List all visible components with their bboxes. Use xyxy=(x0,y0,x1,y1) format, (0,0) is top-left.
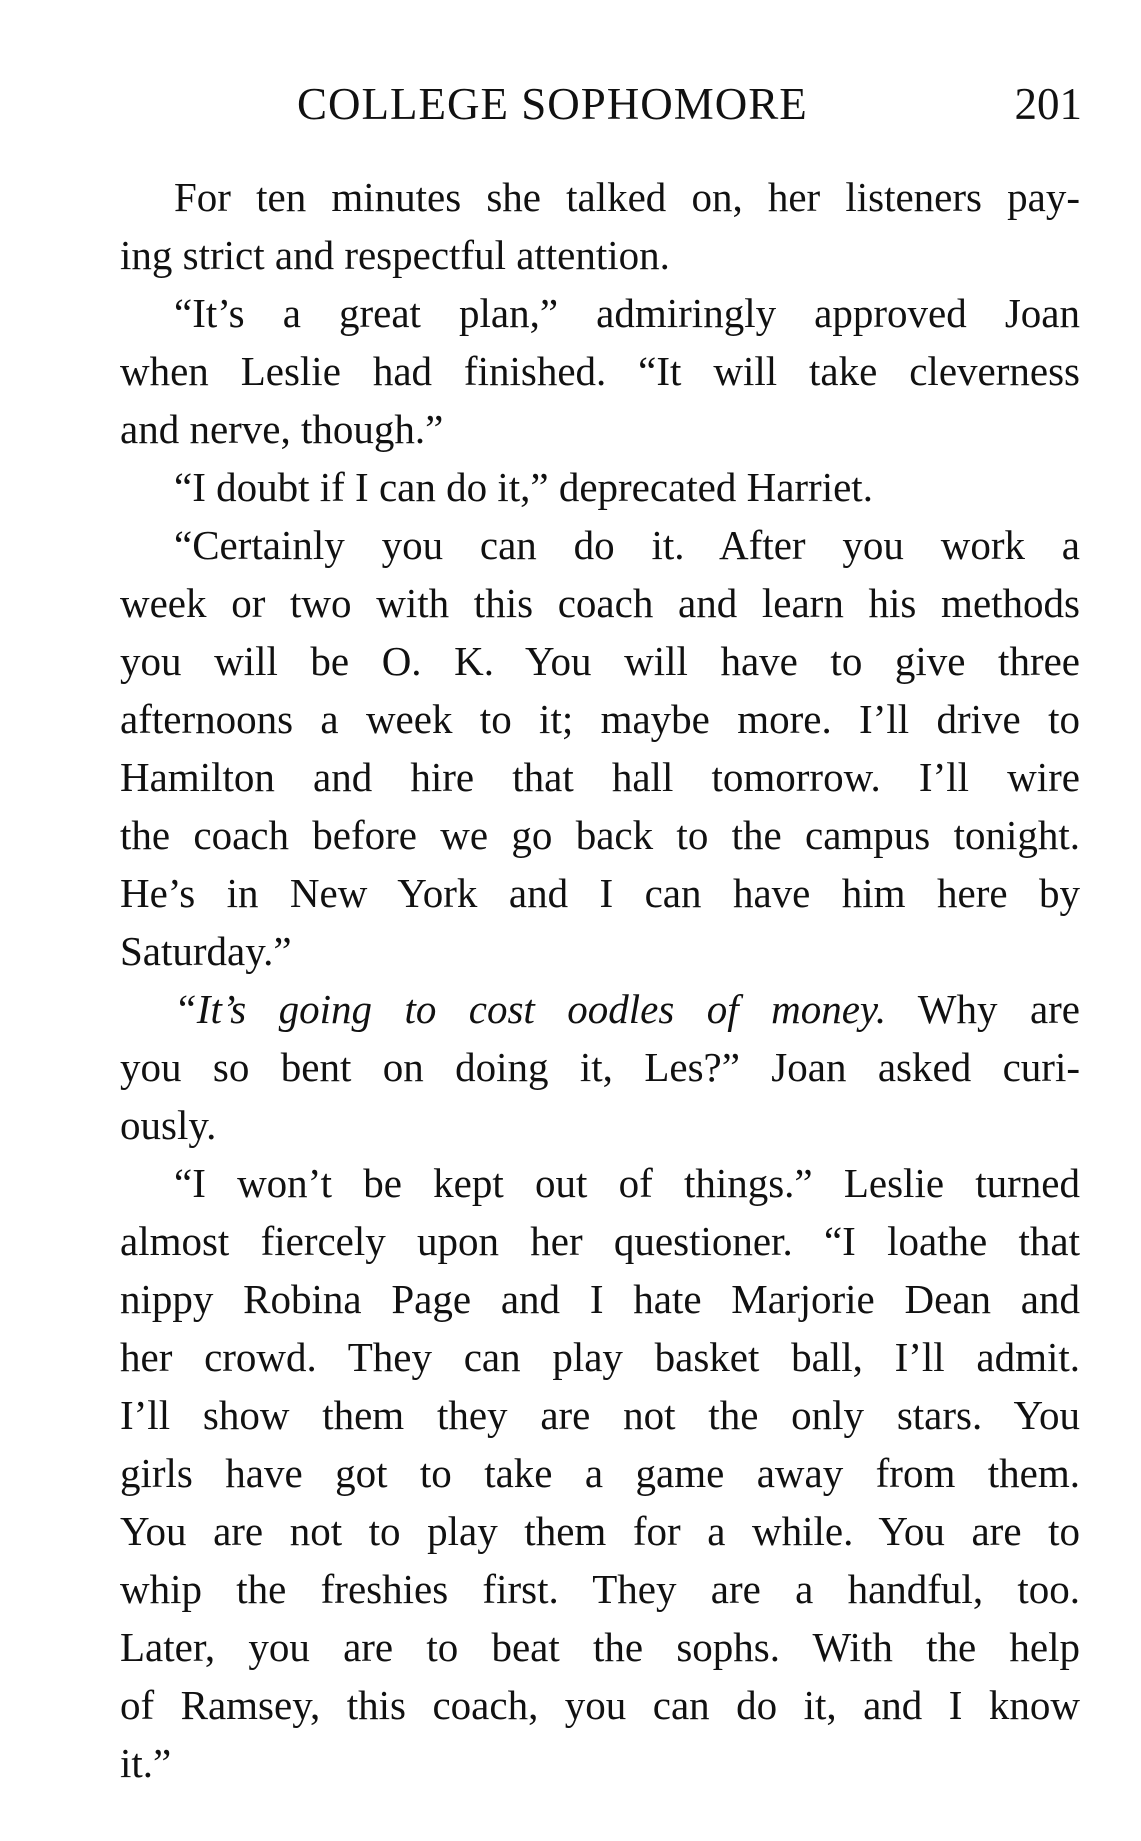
text-line: Hamilton and hire that hall tomorrow. I’ll wire xyxy=(120,754,1080,800)
text-line: ously. xyxy=(120,1102,217,1148)
text-line: and nerve, though.” xyxy=(120,406,444,452)
text-line: you will be O. K. You will have to give three xyxy=(120,638,1080,684)
text-line: afternoons a week to it; maybe more. I’ll drive to xyxy=(120,696,1080,742)
text-line xyxy=(68,980,1080,1038)
paragraph-3 xyxy=(68,458,1080,516)
text-line: you so bent on doing it, Les?” Joan asked curi- xyxy=(120,1044,1080,1090)
text-line: “I won’t be kept out of things.” Leslie turned xyxy=(174,1160,1080,1206)
text-line: nippy Robina Page and I hate Marjorie Dean and xyxy=(120,1276,1080,1322)
running-title: COLLEGE SOPHOMORE xyxy=(297,79,808,129)
text-line: girls have got to take a game away from them. xyxy=(120,1450,1080,1496)
page-number: 201 xyxy=(1014,79,1082,129)
paragraph-2 xyxy=(68,284,1080,458)
text-line: week or two with this coach and learn his methods xyxy=(120,580,1080,626)
text-line: of Ramsey, this coach, you can do it, and I know xyxy=(120,1682,1080,1728)
text-line: whip the freshies first. They are a handful, too. xyxy=(120,1566,1080,1612)
running-head xyxy=(72,74,1082,134)
italic-phrase: “It’s going to cost oodles of money. xyxy=(174,986,887,1032)
text-line: You are not to play them for a while. You are to xyxy=(120,1508,1080,1554)
paragraph-1 xyxy=(68,168,1080,284)
paragraph-6 xyxy=(68,1154,1080,1792)
text-line: when Leslie had finished. “It will take cleverness xyxy=(120,348,1080,394)
text-line: the coach before we go back to the campus tonight. xyxy=(120,812,1080,858)
text-line: it.” xyxy=(120,1740,172,1786)
text-line: “Certainly you can do it. After you work a xyxy=(174,522,1080,568)
paragraph-4 xyxy=(68,516,1080,980)
text-line: ing strict and respectful attention. xyxy=(120,232,670,278)
text-line: I’ll show them they are not the only stars. You xyxy=(120,1392,1080,1438)
text-line: For ten minutes she talked on, her listeners pay- xyxy=(174,174,1080,220)
paragraph-5 xyxy=(68,980,1080,1154)
body-text xyxy=(68,168,1080,1792)
text-run: Why are xyxy=(886,986,1080,1032)
text-line: He’s in New York and I can have him here by xyxy=(120,870,1080,916)
text-line: “I doubt if I can do it,” deprecated Harriet. xyxy=(174,464,873,510)
text-line: Later, you are to beat the sophs. With the help xyxy=(120,1624,1080,1670)
text-line: almost fiercely upon her questioner. “I loathe that xyxy=(120,1218,1080,1264)
text-line: her crowd. They can play basket ball, I’ll admit. xyxy=(120,1334,1080,1380)
text-line: “It’s a great plan,” admiringly approved Joan xyxy=(174,290,1080,336)
text-line: Saturday.” xyxy=(120,928,292,974)
